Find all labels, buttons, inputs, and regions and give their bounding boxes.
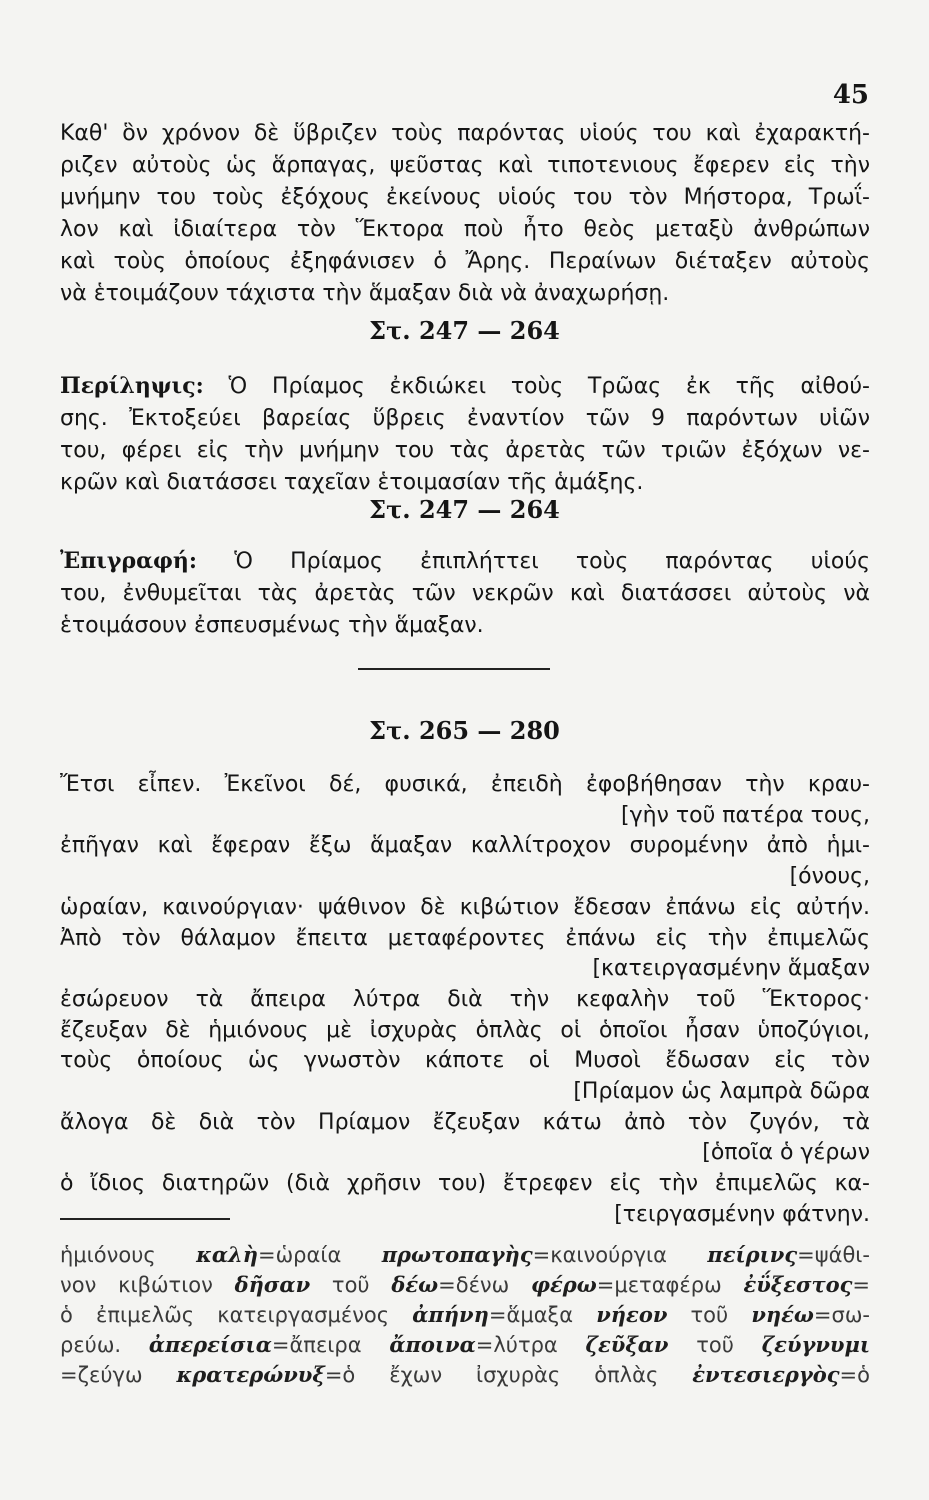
glossary-gloss: =ἅμαξα (488, 1303, 597, 1327)
text-line: του, φέρει εἰς τὴν μνήμην του τὰς ἀρετὰς τῶν τριῶν ἐξόχων νε- (60, 438, 870, 463)
verse-continuation-line: [όνους, (789, 864, 870, 890)
glossary-term: ἄποινα (389, 1332, 476, 1357)
verse-continuation-line: [γὴν τοῦ πατέρα τους, (621, 802, 870, 828)
verse-continuation-line: [ὁποῖα ὁ γέρων (702, 1140, 870, 1166)
glossary-gloss: τοῦ (668, 1333, 762, 1357)
verse-translation (60, 770, 870, 1231)
verse-line: ἐσώρευον τὰ ἄπειρα λύτρα διὰ τὴν κεφαλὴν τοῦ Ἕκτορος· (60, 986, 870, 1012)
glossary-gloss: =ὡραία (257, 1243, 382, 1267)
text-line: του, ἐνθυμεῖται τὰς ἀρετὰς τῶν νεκρῶν καὶ διατάσσει αὐτοὺς νὰ (60, 581, 870, 606)
verse-line: Ἔτσι εἶπεν. Ἐκεῖνοι δέ, φυσικά, ἐπειδὴ ἐφοβήθησαν τὴν κραυ- (60, 772, 870, 797)
glossary-line (60, 1360, 870, 1390)
verse-line: ἐπῆγαν καὶ ἔφεραν ἔξω ἅμαξαν καλλίτροχον συρομένην ἀπὸ ἡμι- (60, 833, 870, 859)
glossary-term: κρατερώνυξ (176, 1362, 325, 1387)
glossary-line (60, 1330, 870, 1360)
section-heading-2: Στ. 247 — 264 (369, 495, 560, 524)
text-line: μνήμην του τοὺς ἐξόχους ἐκείνους υἱούς του τὸν Μήστορα, Τρωΐ- (60, 185, 870, 210)
glossary-term: πρωτοπαγὴς (381, 1242, 533, 1267)
glossary-gloss: νον κιβώτιον (60, 1273, 235, 1297)
glossary-term: ἐΰξεστος (743, 1272, 853, 1297)
verse-line: Ἀπὸ τὸν θάλαμον ἔπειτα μεταφέροντες ἐπάνω εἰς τὴν ἐπιμελῶς (60, 925, 870, 951)
verse-line: τοὺς ὁποίους ὡς γνωστὸν κάποτε οἱ Μυσοὶ ἔδωσαν εἰς τὸν (60, 1048, 870, 1074)
glossary-term: δέω (391, 1272, 439, 1297)
glossary-gloss: =ὁ (839, 1363, 870, 1387)
glossary-term: νηέω (751, 1302, 814, 1327)
text-line: ἑτοιμάσουν ἐσπευσμένως τὴν ἅμαξαν. (60, 613, 484, 638)
glossary-gloss: ὁ ἐπιμελῶς κατειργασμένος (60, 1303, 413, 1327)
text-line: καὶ τοὺς ὁποίους ἐξηφάνισεν ὁ Ἄρης. Περαίνων διέταξεν αὐτοὺς (60, 249, 870, 274)
glossary-gloss: τοῦ (310, 1273, 392, 1297)
glossary-term: ζεῦξαν (585, 1332, 669, 1357)
text-line (60, 370, 870, 403)
section-heading-1: Στ. 247 — 264 (369, 316, 560, 345)
glossary-term: ἀπερείσια (148, 1332, 272, 1357)
glossary-term: νήεον (596, 1302, 668, 1327)
glossary-term: καλὴ (196, 1242, 258, 1267)
text-line: σης. Ἐκτοξεύει βαρείας ὕβρεις ἐναντίον τῶν 9 παρόντων υἱῶν (60, 406, 870, 431)
glossary-term: ἐντεσιεργὸς (692, 1362, 840, 1387)
glossary-term: φέρω (531, 1272, 597, 1297)
glossary-gloss: =καινούργια (532, 1243, 708, 1267)
page-number: 45 (832, 80, 869, 110)
glossary-line (60, 1300, 870, 1330)
glossary-line (60, 1240, 870, 1270)
inscription-first-line: Ὁ Πρίαμος ἐπιπλήττει τοὺς παρόντας υἱούς (234, 549, 870, 574)
glossary-gloss: =ζεύγω (60, 1363, 177, 1387)
inscription-paragraph (60, 545, 870, 642)
glossary-term: ζεύγνυμι (761, 1332, 870, 1357)
glossary-gloss: ἡμιόνους (60, 1243, 197, 1267)
glossary-gloss: =δένω (438, 1273, 532, 1297)
glossary-gloss: τοῦ (667, 1303, 752, 1327)
glossary-term: δῆσαν (234, 1272, 311, 1297)
glossary-line (60, 1270, 870, 1300)
verse-continuation-line: [κατειργασμένην ἅμαξαν (592, 956, 870, 982)
text-line: λον καὶ ἰδιαίτερα τὸν Ἕκτορα ποὺ ἦτο θεὸς μεταξὺ ἀνθρώπων (60, 217, 870, 242)
footnote-divider (60, 1218, 230, 1220)
summary-label: Περίληψις: (60, 373, 204, 399)
glossary-term: ἀπήνη (412, 1302, 489, 1327)
verse-line: ἔζευξαν δὲ ἡμιόνους μὲ ἰσχυρὰς ὁπλὰς οἱ ὁποῖοι ἦσαν ὑποζύγιοι, (60, 1017, 870, 1043)
inscription-label: Ἐπιγραφή: (60, 548, 198, 574)
glossary-term: πείρινς (707, 1242, 798, 1267)
verse-continuation-line: [τειργασμένην φάτνην. (614, 1201, 870, 1227)
text-line: νὰ ἑτοιμάζουν τάχιστα τὴν ἅμαξαν διὰ νὰ ἀναχωρήσῃ. (60, 281, 670, 306)
verse-continuation-line: [Πρίαμον ὡς λαμπρὰ δῶρα (573, 1079, 870, 1105)
verse-line: ἄλογα δὲ διὰ τὸν Πρίαμον ἔζευξαν κάτω ἀπὸ τὸν ζυγόν, τὰ (60, 1109, 870, 1135)
summary-first-line: Ὁ Πρίαμος ἐκδιώκει τοὺς Τρῶας ἐκ τῆς αἰθού- (228, 374, 870, 399)
glossary-gloss: =ψάθι- (797, 1243, 870, 1267)
glossary (60, 1240, 870, 1390)
glossary-gloss: =μεταφέρω (596, 1273, 744, 1297)
verse-line: ὡραίαν, καινούργιαν· ψάθινον δὲ κιβώτιον ἔδεσαν ἐπάνω εἰς αὐτήν. (60, 894, 870, 920)
glossary-gloss: = (852, 1273, 870, 1297)
text-line: Καθ' ὃν χρόνον δὲ ὕβριζεν τοὺς παρόντας υἱούς του καὶ ἐχαρακτή- (60, 121, 870, 146)
text-line: κρῶν καὶ διατάσσει ταχεῖαν ἑτοιμασίαν τῆς ἁμάξης. (60, 470, 644, 495)
glossary-gloss: =σω- (813, 1303, 870, 1327)
glossary-gloss: =λύτρα (475, 1333, 586, 1357)
verse-line: ὁ ἴδιος διατηρῶν (διὰ χρῆσιν του) ἔτρεφεν εἰς τὴν ἐπιμελῶς κα- (60, 1171, 870, 1197)
summary-paragraph (60, 370, 870, 499)
glossary-gloss: =ἄπειρα (271, 1333, 390, 1357)
text-line: ριζεν αὐτοὺς ὡς ἅρπαγας, ψεῦστας καὶ τιποτενιους ἔφερεν εἰς τὴν (60, 153, 870, 178)
glossary-gloss: ρεύω. (60, 1333, 149, 1357)
section-heading-3: Στ. 265 — 280 (369, 716, 560, 745)
text-line (60, 545, 870, 578)
intro-paragraph (60, 118, 870, 310)
section-divider (358, 668, 550, 670)
glossary-gloss: =ὁ ἔχων ἰσχυρὰς ὁπλὰς (324, 1363, 693, 1387)
